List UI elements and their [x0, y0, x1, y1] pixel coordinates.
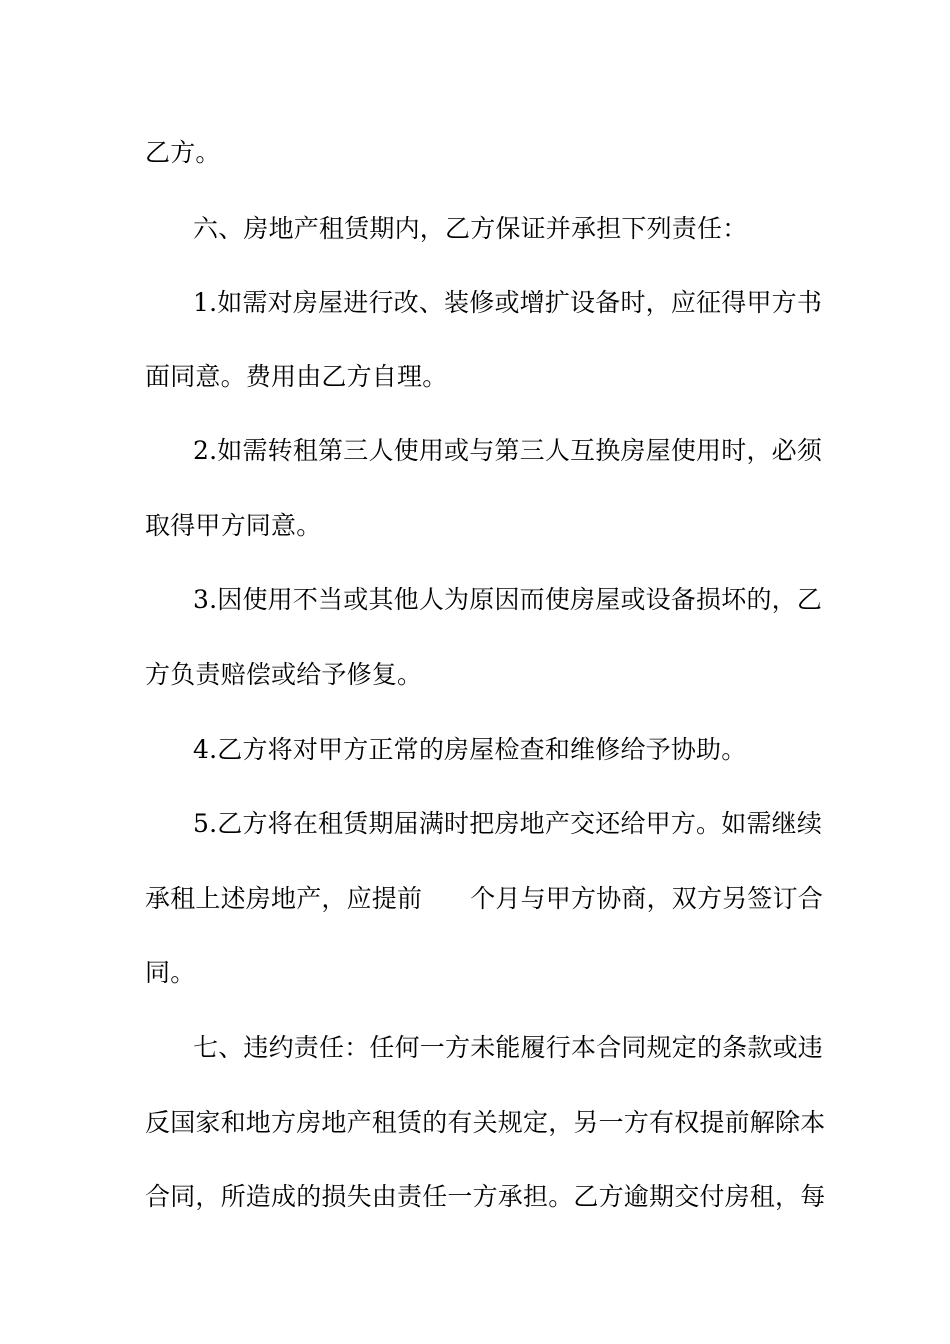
text-line: 2.如需转租第三人使用或与第三人互换房屋使用时，必须	[193, 436, 823, 465]
text-line: 反国家和地方房地产租赁的有关规定，另一方有权提前解除本	[145, 1108, 826, 1137]
text-line: 合同，所造成的损失由责任一方承担。乙方逾期交付房租，每	[145, 1182, 826, 1211]
text-line: 5.乙方将在租赁期届满时把房地产交还给甲方。如需继续	[193, 809, 823, 838]
section-heading: 六、房地产租赁期内，乙方保证并承担下列责任：	[193, 214, 748, 243]
text-line: 3.因使用不当或其他人为原因而使房屋或设备损坏的，乙	[193, 585, 823, 614]
text-segment: 承租上述房地产，应提前	[145, 884, 423, 913]
section-heading: 七、违约责任：任何一方未能履行本合同规定的条款或违	[193, 1033, 824, 1062]
text-line: 1.如需对房屋进行改、装修或增扩设备时，应征得甲方书	[193, 288, 823, 317]
text-line: 取得甲方同意。	[145, 511, 322, 540]
text-line: 方负责赔偿或给予修复。	[145, 660, 423, 689]
text-line: 乙方。	[145, 138, 221, 167]
text-line: 面同意。费用由乙方自理。	[145, 362, 448, 391]
text-segment: 个月与甲方协商，双方另签订合	[470, 884, 824, 913]
text-line: 4.乙方将对甲方正常的房屋检查和维修给予协助。	[193, 735, 747, 764]
text-line: 同。	[145, 958, 196, 987]
text-line-with-blank	[145, 883, 824, 915]
